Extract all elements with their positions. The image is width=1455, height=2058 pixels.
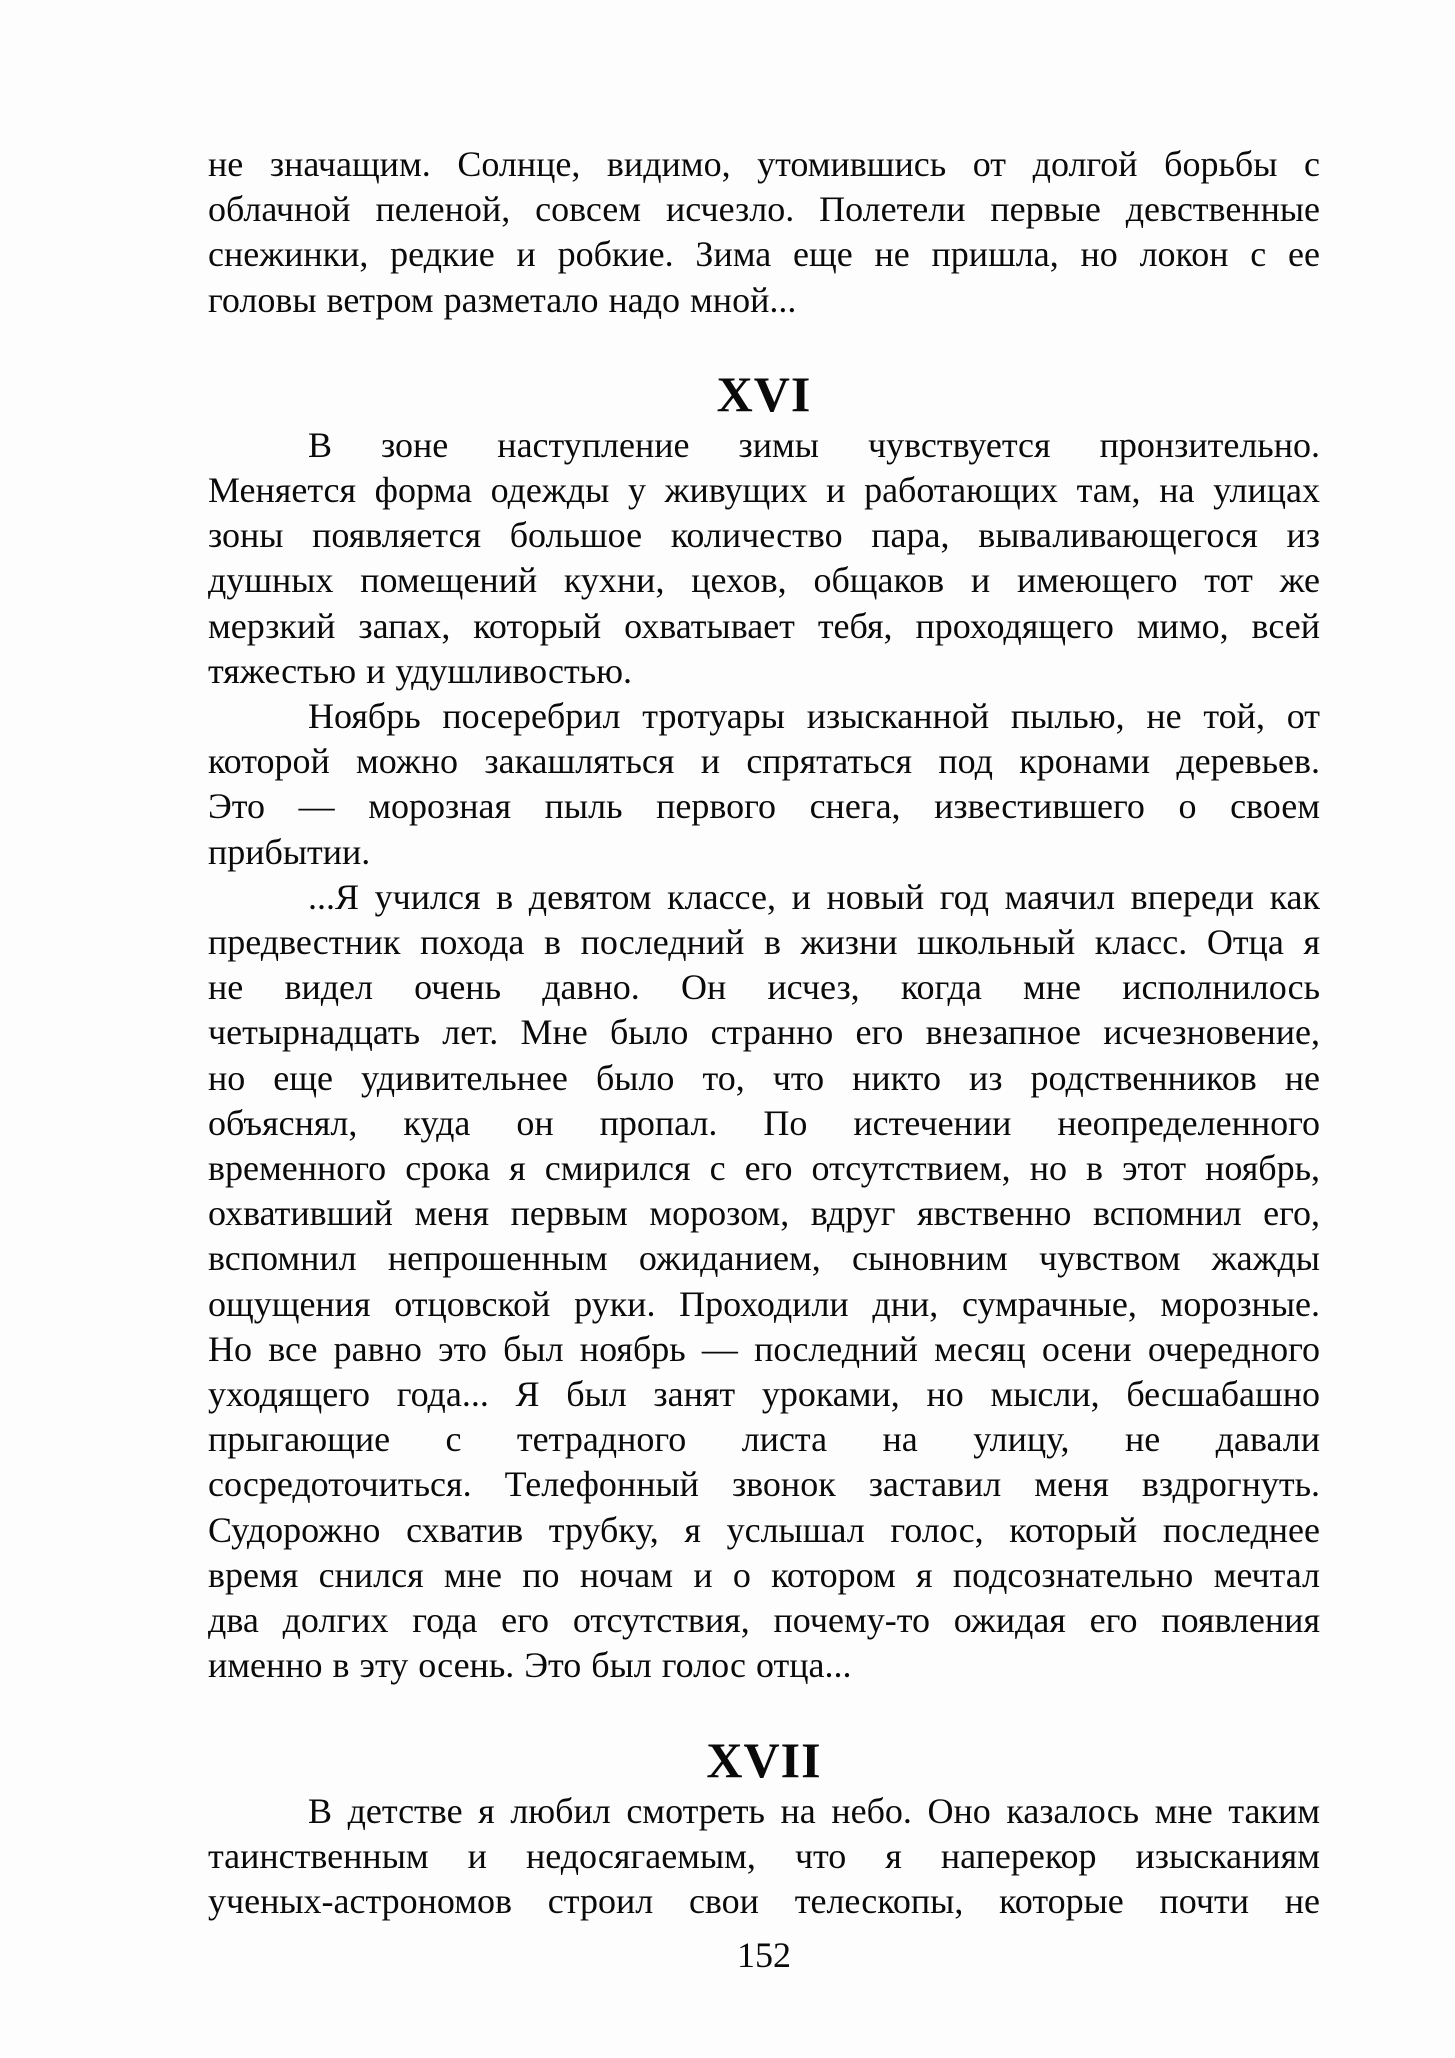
text-line: время снился мне по ночам и о котором я подсознательно мечтал	[208, 1554, 1320, 1595]
text-line: уходящего года... Я был занят уроками, но мысли, бесшабашно	[208, 1374, 1320, 1415]
text-line: Это — морозная пыль первого снега, известившего о своем	[208, 786, 1320, 827]
text-line: не видел очень давно. Он исчез, когда мне исполнилось	[208, 967, 1320, 1008]
text-block	[208, 142, 1320, 1924]
text-line: мерзкий запах, который охватывает тебя, проходящего мимо, всей	[208, 605, 1320, 646]
text-line: душных помещений кухни, цехов, общаков и имеющего тот же	[208, 560, 1320, 601]
text-line: прибытии.	[208, 831, 371, 872]
text-line: облачной пеленой, совсем исчезло. Полетели первые девственные	[208, 189, 1320, 230]
text-line: четырнадцать лет. Мне было странно его внезапное исчезновение,	[208, 1012, 1320, 1053]
text-line: таинственным и недосягаемым, что я наперекор изысканиям	[208, 1835, 1320, 1876]
text-line: временного срока я смирился с его отсутствием, но в этот ноябрь,	[208, 1148, 1320, 1189]
text-line: ...Я учился в девятом классе, и новый год маячил впереди как	[308, 876, 1320, 917]
text-line: именно в эту осень. Это был голос отца...	[208, 1645, 852, 1686]
text-line: прыгающие с тетрадного листа на улицу, не давали	[208, 1419, 1320, 1460]
section-heading: XVI	[716, 365, 812, 422]
text-line: сосредоточиться. Телефонный звонок заставил меня вздрогнуть.	[208, 1464, 1320, 1505]
text-line: объяснял, куда он пропал. По истечении неопределенного	[208, 1102, 1320, 1143]
section-heading: XVII	[706, 1731, 822, 1788]
text-line: не значащим. Солнце, видимо, утомившись от долгой борьбы с	[208, 144, 1320, 184]
text-line: вспомнил непрошенным ожиданием, сыновним чувством жажды	[208, 1238, 1320, 1279]
text-line: Но все равно это был ноябрь — последний месяц осени очередного	[208, 1328, 1320, 1369]
page-number: 152	[737, 1935, 791, 1975]
text-line: предвестник похода в последний в жизни школьный класс. Отца я	[208, 922, 1320, 963]
text-line: охвативший меня первым морозом, вдруг явственно вспомнил его,	[208, 1193, 1320, 1234]
text-line: тяжестью и удушливостью.	[208, 650, 633, 691]
text-line: зоны появляется большое количество пара, вываливающегося из	[208, 515, 1320, 556]
text-line: Ноябрь посеребрил тротуары изысканной пылью, не той, от	[308, 696, 1320, 737]
text-line: Меняется форма одежды у живущих и работающих там, на улицах	[208, 470, 1320, 511]
text-line: но еще удивительнее было то, что никто из родственников не	[208, 1057, 1320, 1098]
text-line: два долгих года его отсутствия, почему-то ожидая его появления	[208, 1600, 1320, 1641]
text-line: Судорожно схватив трубку, я услышал голос, который последнее	[208, 1509, 1320, 1550]
text-line: головы ветром разметало надо мной...	[208, 279, 797, 320]
text-line: ощущения отцовской руки. Проходили дни, сумрачные, морозные.	[208, 1283, 1320, 1324]
text-line: которой можно закашляться и спрятаться под кронами деревьев.	[208, 741, 1320, 782]
text-line: В детстве я любил смотреть на небо. Оно казалось мне таким	[308, 1790, 1320, 1831]
text-line: снежинки, редкие и робкие. Зима еще не пришла, но локон с ее	[208, 234, 1320, 275]
text-line: В зоне наступление зимы чувствуется пронзительно.	[308, 424, 1320, 465]
text-line: ученых-астрономов строил свои телескопы, которые почти не	[208, 1880, 1320, 1921]
